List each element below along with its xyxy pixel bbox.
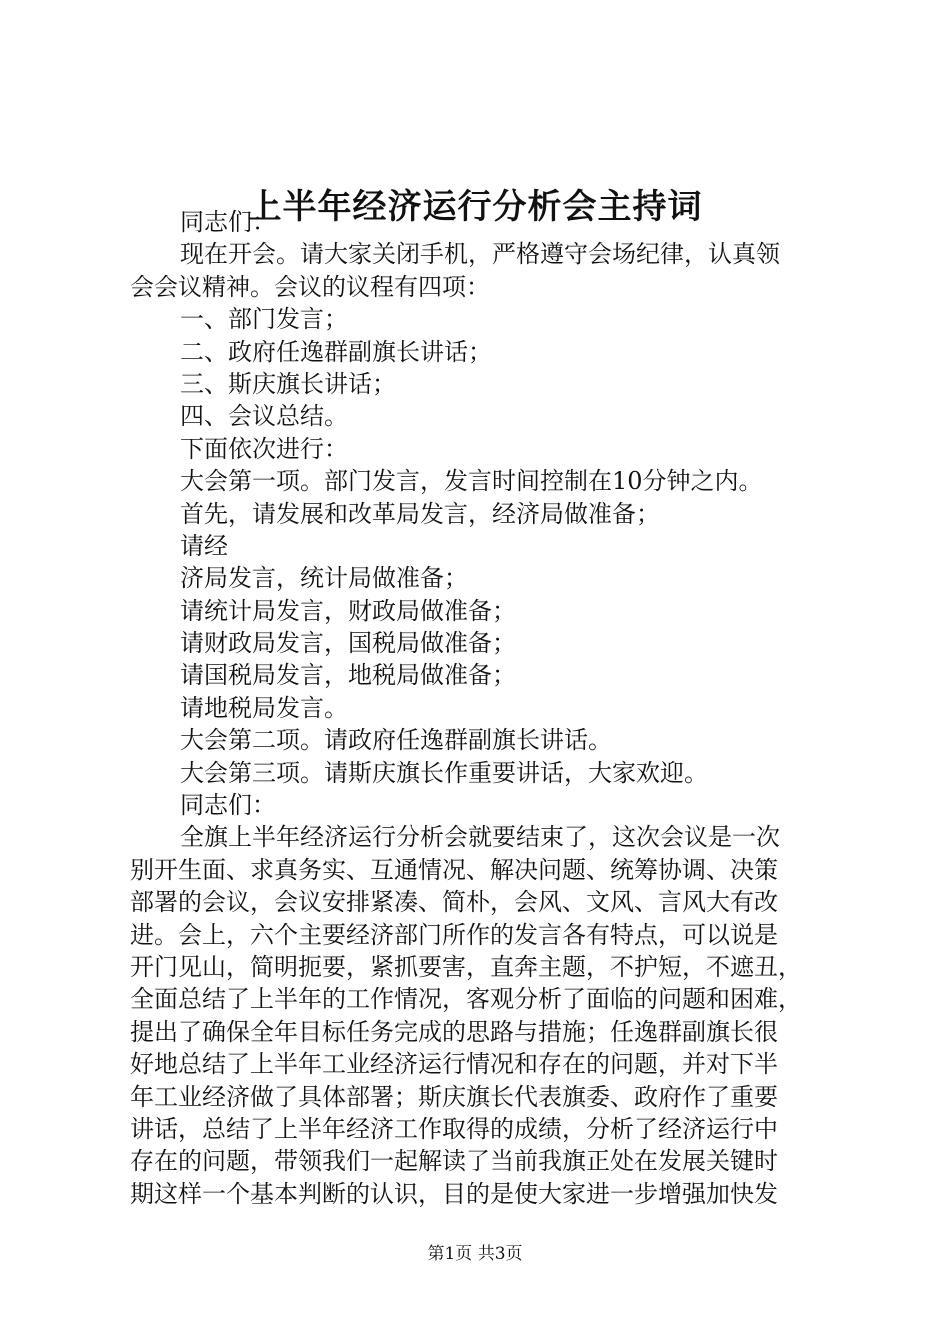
page-footer: 第1页 共3页 (427, 1244, 523, 1264)
body-line: 首先，请发展和改革局发言，经济局做准备； (180, 499, 660, 528)
body-line: 全旗上半年经济运行分析会就要结束了，这次会议是一次 (180, 823, 780, 852)
body-line: 同志们： (180, 791, 276, 820)
body-line: 请地税局发言。 (180, 693, 348, 722)
body-line: 四、会议总结。 (180, 402, 348, 431)
body-line: 大会第二项。请政府任逸群副旗长讲话。 (180, 726, 612, 755)
body-line: 大会第三项。请斯庆旗长作重要讲话，大家欢迎。 (180, 758, 708, 787)
body-line: 现在开会。请大家关闭手机，严格遵守会场纪律，认真领 (180, 240, 780, 269)
body-line: 提出了确保全年目标任务完成的思路与措施；任逸群副旗长很 (130, 1017, 778, 1046)
body-line: 讲话，总结了上半年经济工作取得的成绩，分析了经济运行中 (130, 1114, 778, 1143)
body-line: 部署的会议，会议安排紧凑、简朴，会风、文风、言风大有改 (130, 888, 778, 917)
body-line: 济局发言，统计局做准备； (180, 564, 468, 593)
body-line: 请国税局发言，地税局做准备； (180, 661, 516, 690)
body-line: 好地总结了上半年工业经济运行情况和存在的问题，并对下半 (130, 1050, 778, 1079)
body-line: 一、部门发言； (180, 305, 348, 334)
body-line: 开门见山，简明扼要，紧抓要害，直奔主题，不护短，不遮丑， (130, 952, 802, 981)
body-line: 进。会上，六个主要经济部门所作的发言各有特点，可以说是 (130, 920, 778, 949)
body-line: 二、政府任逸群副旗长讲话； (180, 337, 492, 366)
body-line: 下面依次进行： (180, 434, 348, 463)
document-body (130, 206, 830, 1210)
body-line: 全面总结了上半年的工作情况，客观分析了面临的问题和困难， (130, 985, 802, 1014)
body-line: 请经 (180, 531, 228, 560)
body-line: 年工业经济做了具体部署；斯庆旗长代表旗委、政府作了重要 (130, 1082, 778, 1111)
document-title: 上半年经济运行分析会主持词 (247, 187, 703, 227)
body-line: 大会第一项。部门发言，发言时间控制在10分钟之内。 (180, 467, 763, 496)
body-line: 会会议精神。会议的议程有四项： (130, 272, 490, 301)
body-line: 请统计局发言，财政局做准备； (180, 596, 516, 625)
body-line: 同志们： (180, 208, 276, 236)
body-line: 存在的问题，带领我们一起解读了当前我旗正处在发展关键时 (130, 1147, 778, 1176)
body-line: 请财政局发言，国税局做准备； (180, 629, 516, 658)
body-line: 期这样一个基本判断的认识，目的是使大家进一步增强加快发 (130, 1179, 778, 1208)
body-line: 别开生面、求真务实、互通情况、解决问题、统筹协调、决策 (130, 855, 778, 884)
body-line: 三、斯庆旗长讲话； (180, 369, 396, 398)
